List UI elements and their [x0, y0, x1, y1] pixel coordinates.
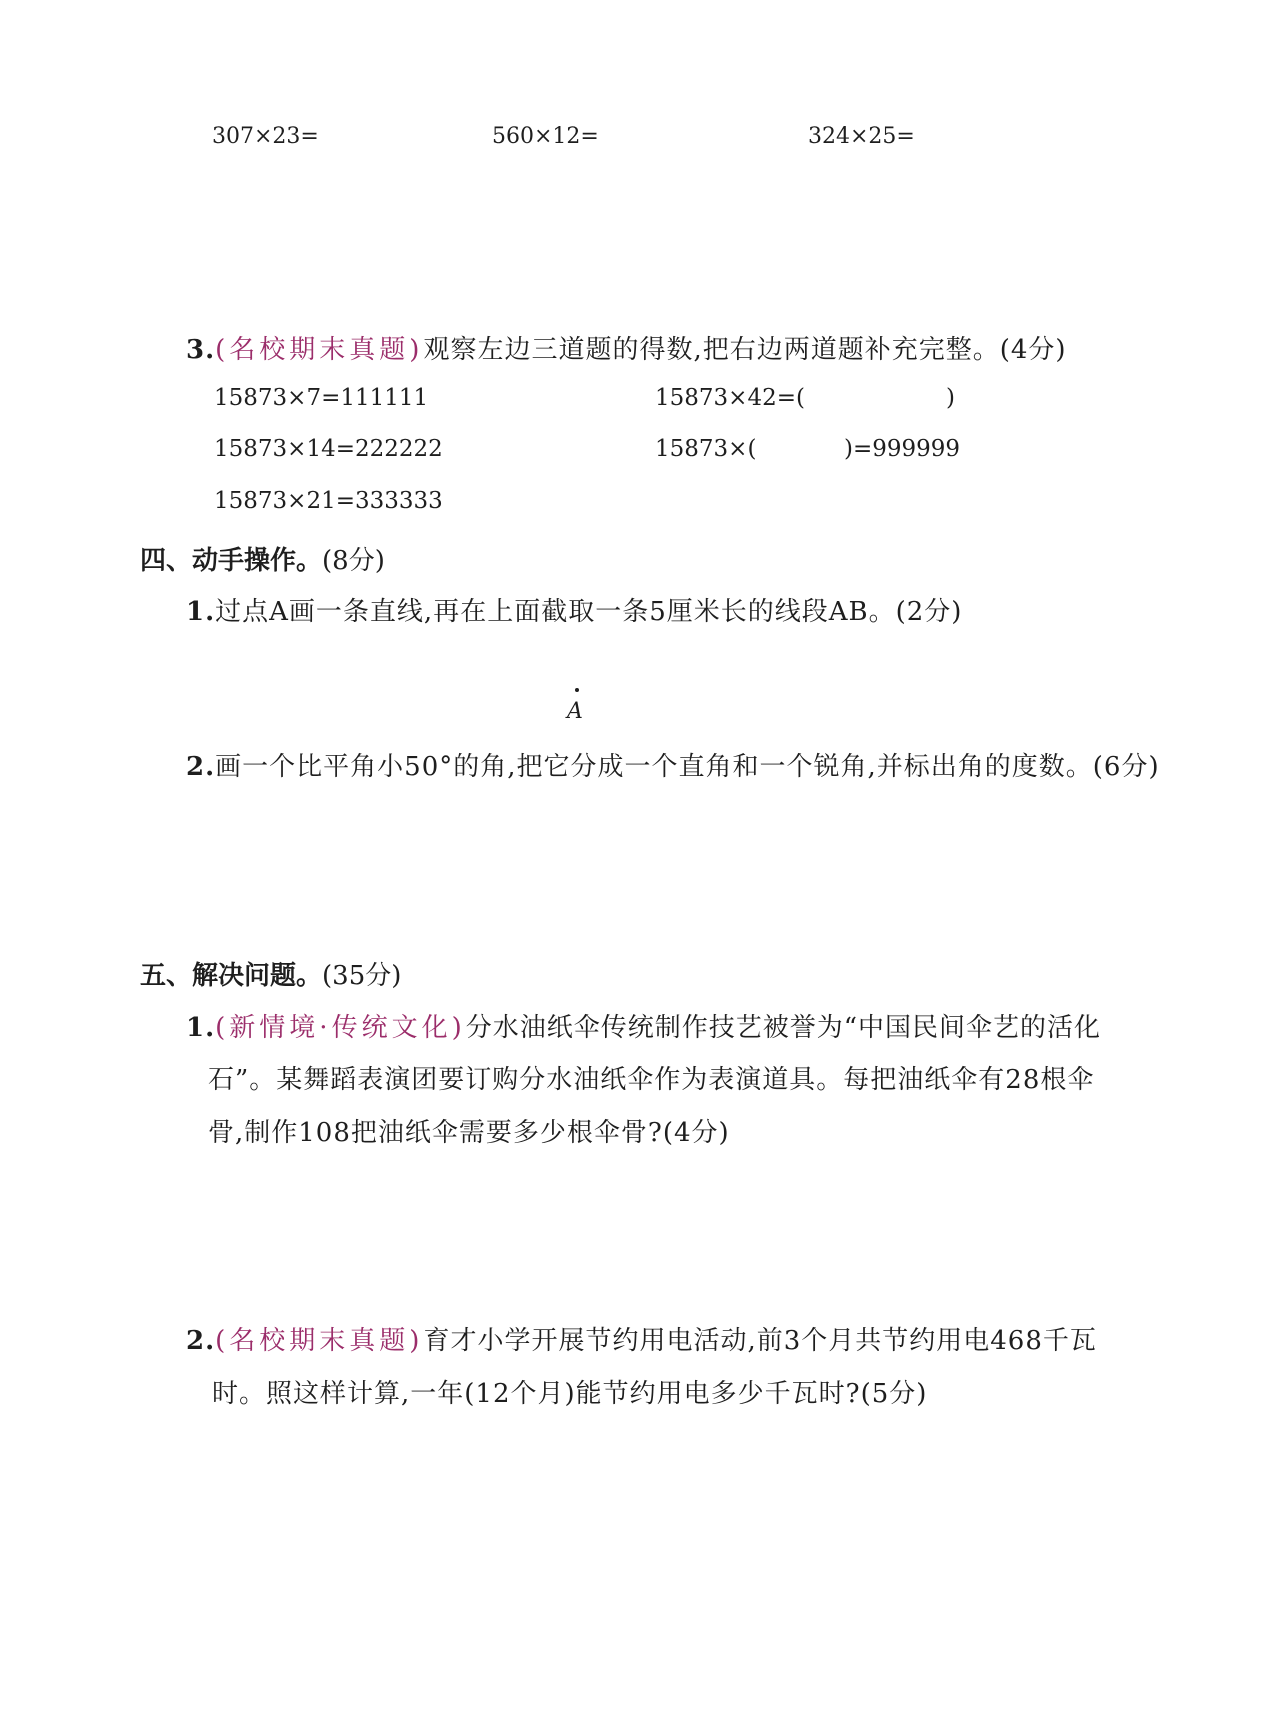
equation-right-1-start: 15873×42=(: [655, 385, 805, 411]
source-tag: (新情境·传统文化): [215, 1013, 466, 1043]
equation-left-1: 15873×7=111111: [214, 385, 429, 411]
question-number: 2.: [186, 752, 216, 782]
calc-item-2: 560×12=: [492, 124, 599, 149]
section-title: 五、解决问题。: [140, 961, 323, 991]
section-5-question-1-line-2: 石”。某舞蹈表演团要订购分水油纸伞作为表演道具。每把油纸伞有28根伞: [208, 1065, 1095, 1095]
equation-right-2-start: 15873×(: [655, 436, 757, 462]
point-a-label: A: [567, 699, 583, 724]
question-number: 1.: [186, 1013, 216, 1043]
calc-item-3: 324×25=: [808, 124, 915, 149]
section-5-question-1-line-3: 骨,制作108把油纸伞需要多少根伞骨?(4分): [208, 1118, 730, 1148]
question-text: 过点A画一条直线,再在上面截取一条5厘米长的线段AB。(2分): [215, 597, 963, 627]
source-tag: (名校期末真题): [215, 1326, 424, 1356]
section-title: 四、动手操作。: [140, 546, 323, 576]
equation-right-1-end: ): [946, 385, 955, 411]
section-5-question-2-line-1: [186, 1320, 1097, 1357]
point-a-dot: [575, 688, 579, 692]
question-3: [186, 329, 1067, 366]
source-tag: (名校期末真题): [215, 335, 424, 365]
question-number: 3.: [186, 335, 216, 365]
question-text: 育才小学开展节约用电活动,前3个月共节约用电468千瓦: [423, 1326, 1097, 1356]
section-5-question-1-line-1: [186, 1007, 1101, 1044]
equation-left-3: 15873×21=333333: [214, 488, 443, 514]
question-text: 观察左边三道题的得数,把右边两道题补充完整。(4分): [423, 335, 1067, 365]
calc-item-1: 307×23=: [212, 124, 319, 149]
question-text: 分水油纸伞传统制作技艺被誉为“中国民间伞艺的活化: [465, 1013, 1102, 1043]
section-points: (8分): [322, 546, 385, 576]
equation-left-2: 15873×14=222222: [214, 436, 443, 462]
question-number: 2.: [186, 1326, 216, 1356]
section-4-question-1: [186, 591, 962, 628]
question-text: 画一个比平角小50°的角,把它分成一个直角和一个锐角,并标出角的度数。(6分): [215, 752, 1160, 782]
section-points: (35分): [322, 961, 402, 991]
section-5-heading: [140, 955, 401, 992]
question-number: 1.: [186, 597, 216, 627]
section-4-question-2: [186, 746, 1160, 783]
section-4-heading: [140, 540, 385, 577]
equation-right-2-end: )=999999: [844, 436, 961, 462]
section-5-question-2-line-2: 时。照这样计算,一年(12个月)能节约用电多少千瓦时?(5分): [212, 1379, 928, 1409]
